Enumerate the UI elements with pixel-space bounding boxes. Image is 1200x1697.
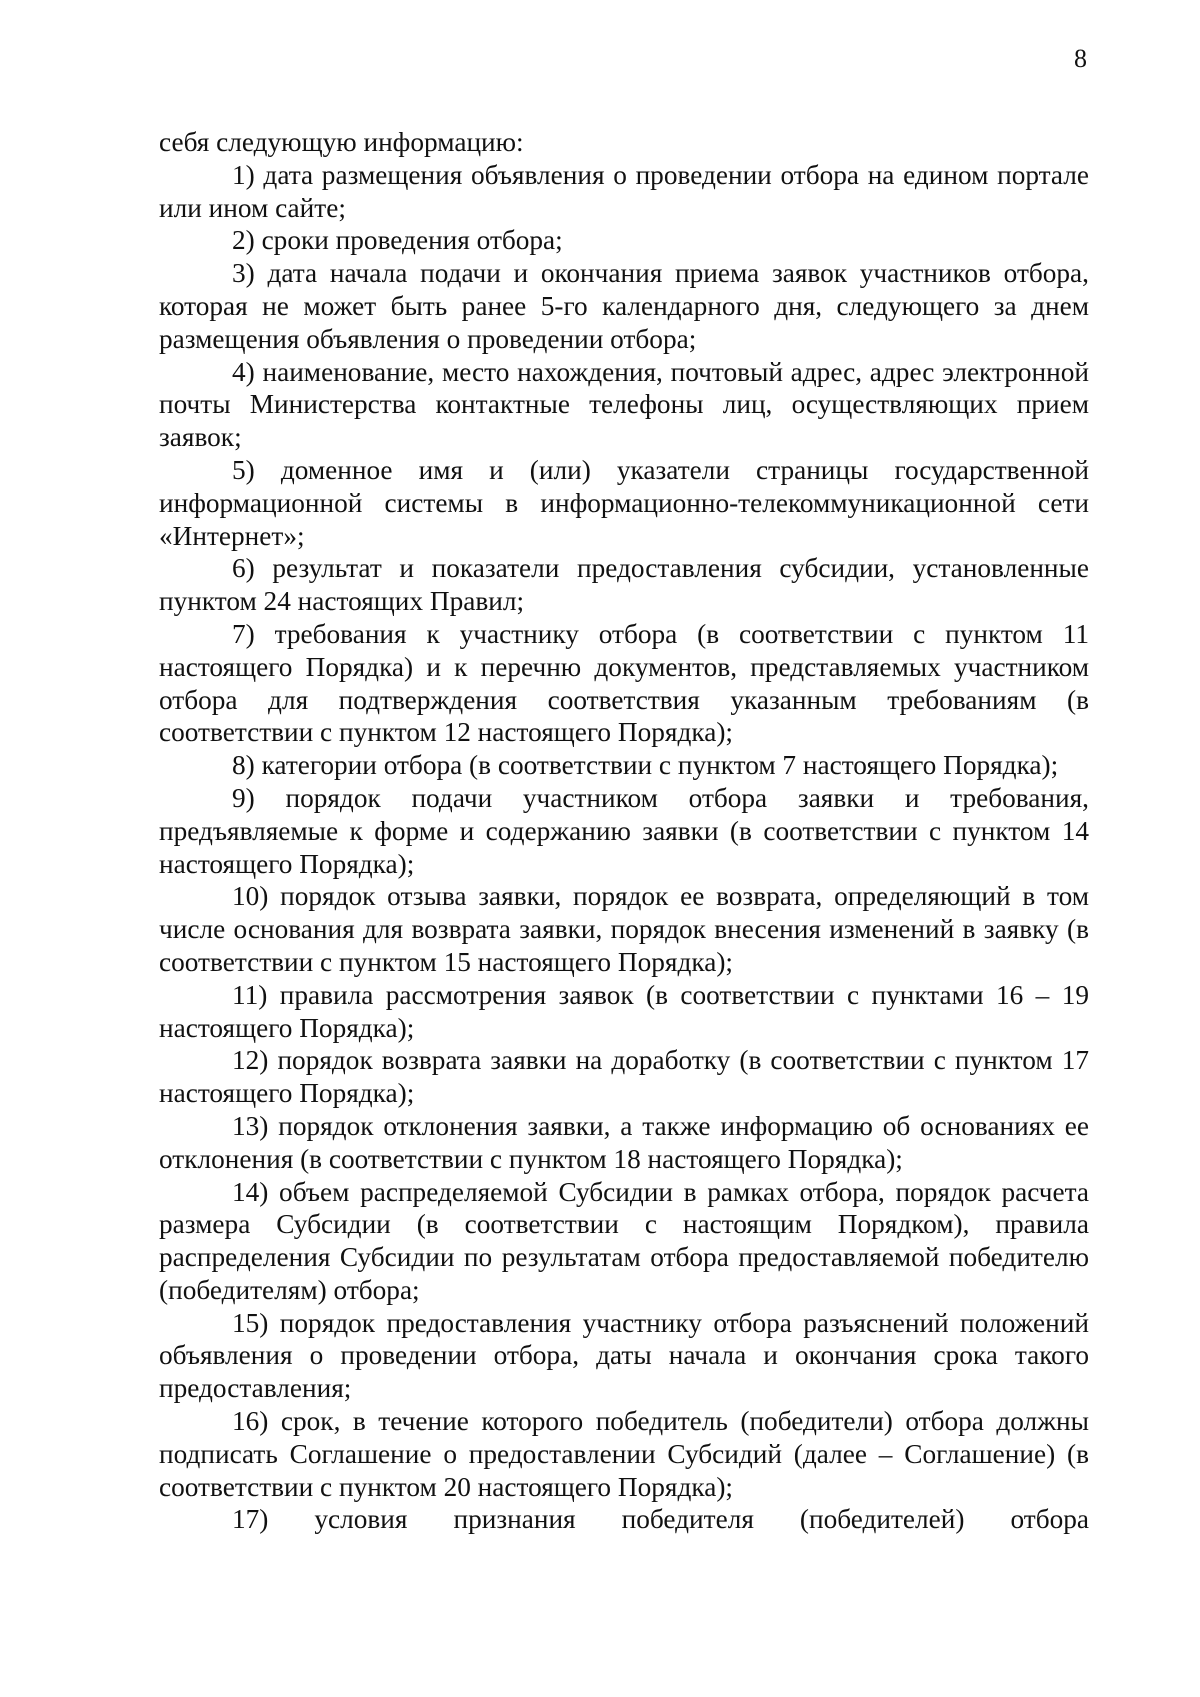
list-item-4: 4) наименование, место нахождения, почтовый адрес, адрес электронной почты Министерства контактные телефоны лиц, осуществляющих прием заявок; (159, 356, 1089, 453)
list-item-2: 2) сроки проведения отбора; (232, 225, 563, 256)
list-item-5: 5) доменное имя и (или) указатели страницы государственной информационной системы в информационно-телекоммуникационной сети «Интернет»; (159, 454, 1089, 551)
list-item-13: 13) порядок отклонения заявки, а также информацию об основаниях ее отклонения (в соответствии с пунктом 18 настоящего Порядка); (159, 1110, 1089, 1174)
list-item-6: 6) результат и показатели предоставления субсидии, установленные пунктом 24 настоящих Правил; (159, 553, 1089, 617)
list-item-11: 11) правила рассмотрения заявок (в соответствии с пунктами 16 – 19 настоящего Порядка); (159, 979, 1089, 1043)
list-item-12: 12) порядок возврата заявки на доработку (в соответствии с пунктом 17 настоящего Порядка); (159, 1045, 1089, 1109)
list-item-17: 17) условия признания победителя (победителей) отбора (232, 1504, 1089, 1535)
list-item-3: 3) дата начала подачи и окончания приема заявок участников отбора, которая не может быть ранее 5-го календарного дня, следующего за днем размещения объявления о проведении отбора; (159, 258, 1089, 354)
list-item-10: 10) порядок отзыва заявки, порядок ее возврата, определяющий в том числе основания для возврата заявки, порядок внесения изменений в заявку (в соответствии с пунктом 15 настоящего Порядка); (159, 881, 1089, 977)
page-number: 8 (1074, 44, 1087, 73)
document-body (159, 126, 1089, 1536)
list-item-16: 16) срок, в течение которого победитель (победители) отбора должны подписать Соглашение о предоставлении Субсидий (далее – Соглашение) (в соответствии с пунктом 20 настоящего Порядка); (159, 1406, 1089, 1502)
list-item-14: 14) объем распределяемой Субсидии в рамках отбора, порядок расчета размера Субсидии (в соответствии с настоящим Порядком), правила распределения Субсидии по результатам отбора предоставляемой победителю (победителям) отбора; (159, 1176, 1089, 1305)
list-item-15: 15) порядок предоставления участнику отбора разъяснений положений объявления о проведении отбора, даты начала и окончания срока такого предоставления; (159, 1307, 1089, 1404)
list-item-9: 9) порядок подачи участником отбора заявки и требования, предъявляемые к форме и содержанию заявки (в соответствии с пунктом 14 настоящего Порядка); (159, 782, 1089, 879)
list-item-8: 8) категории отбора (в соответствии с пунктом 7 настоящего Порядка); (232, 750, 1059, 781)
list-item-7: 7) требования к участнику отбора (в соответствии с пунктом 11 настоящего Порядка) и к перечню документов, представляемых участником отбора для подтверждения соответствия указанным требованиям (в соответствии с пунктом 12 настоящего Порядка); (159, 618, 1089, 748)
intro-paragraph: себя следующую информацию: (159, 127, 524, 157)
list-item-1: 1) дата размещения объявления о проведении отбора на едином портале или ином сайте; (159, 159, 1089, 223)
